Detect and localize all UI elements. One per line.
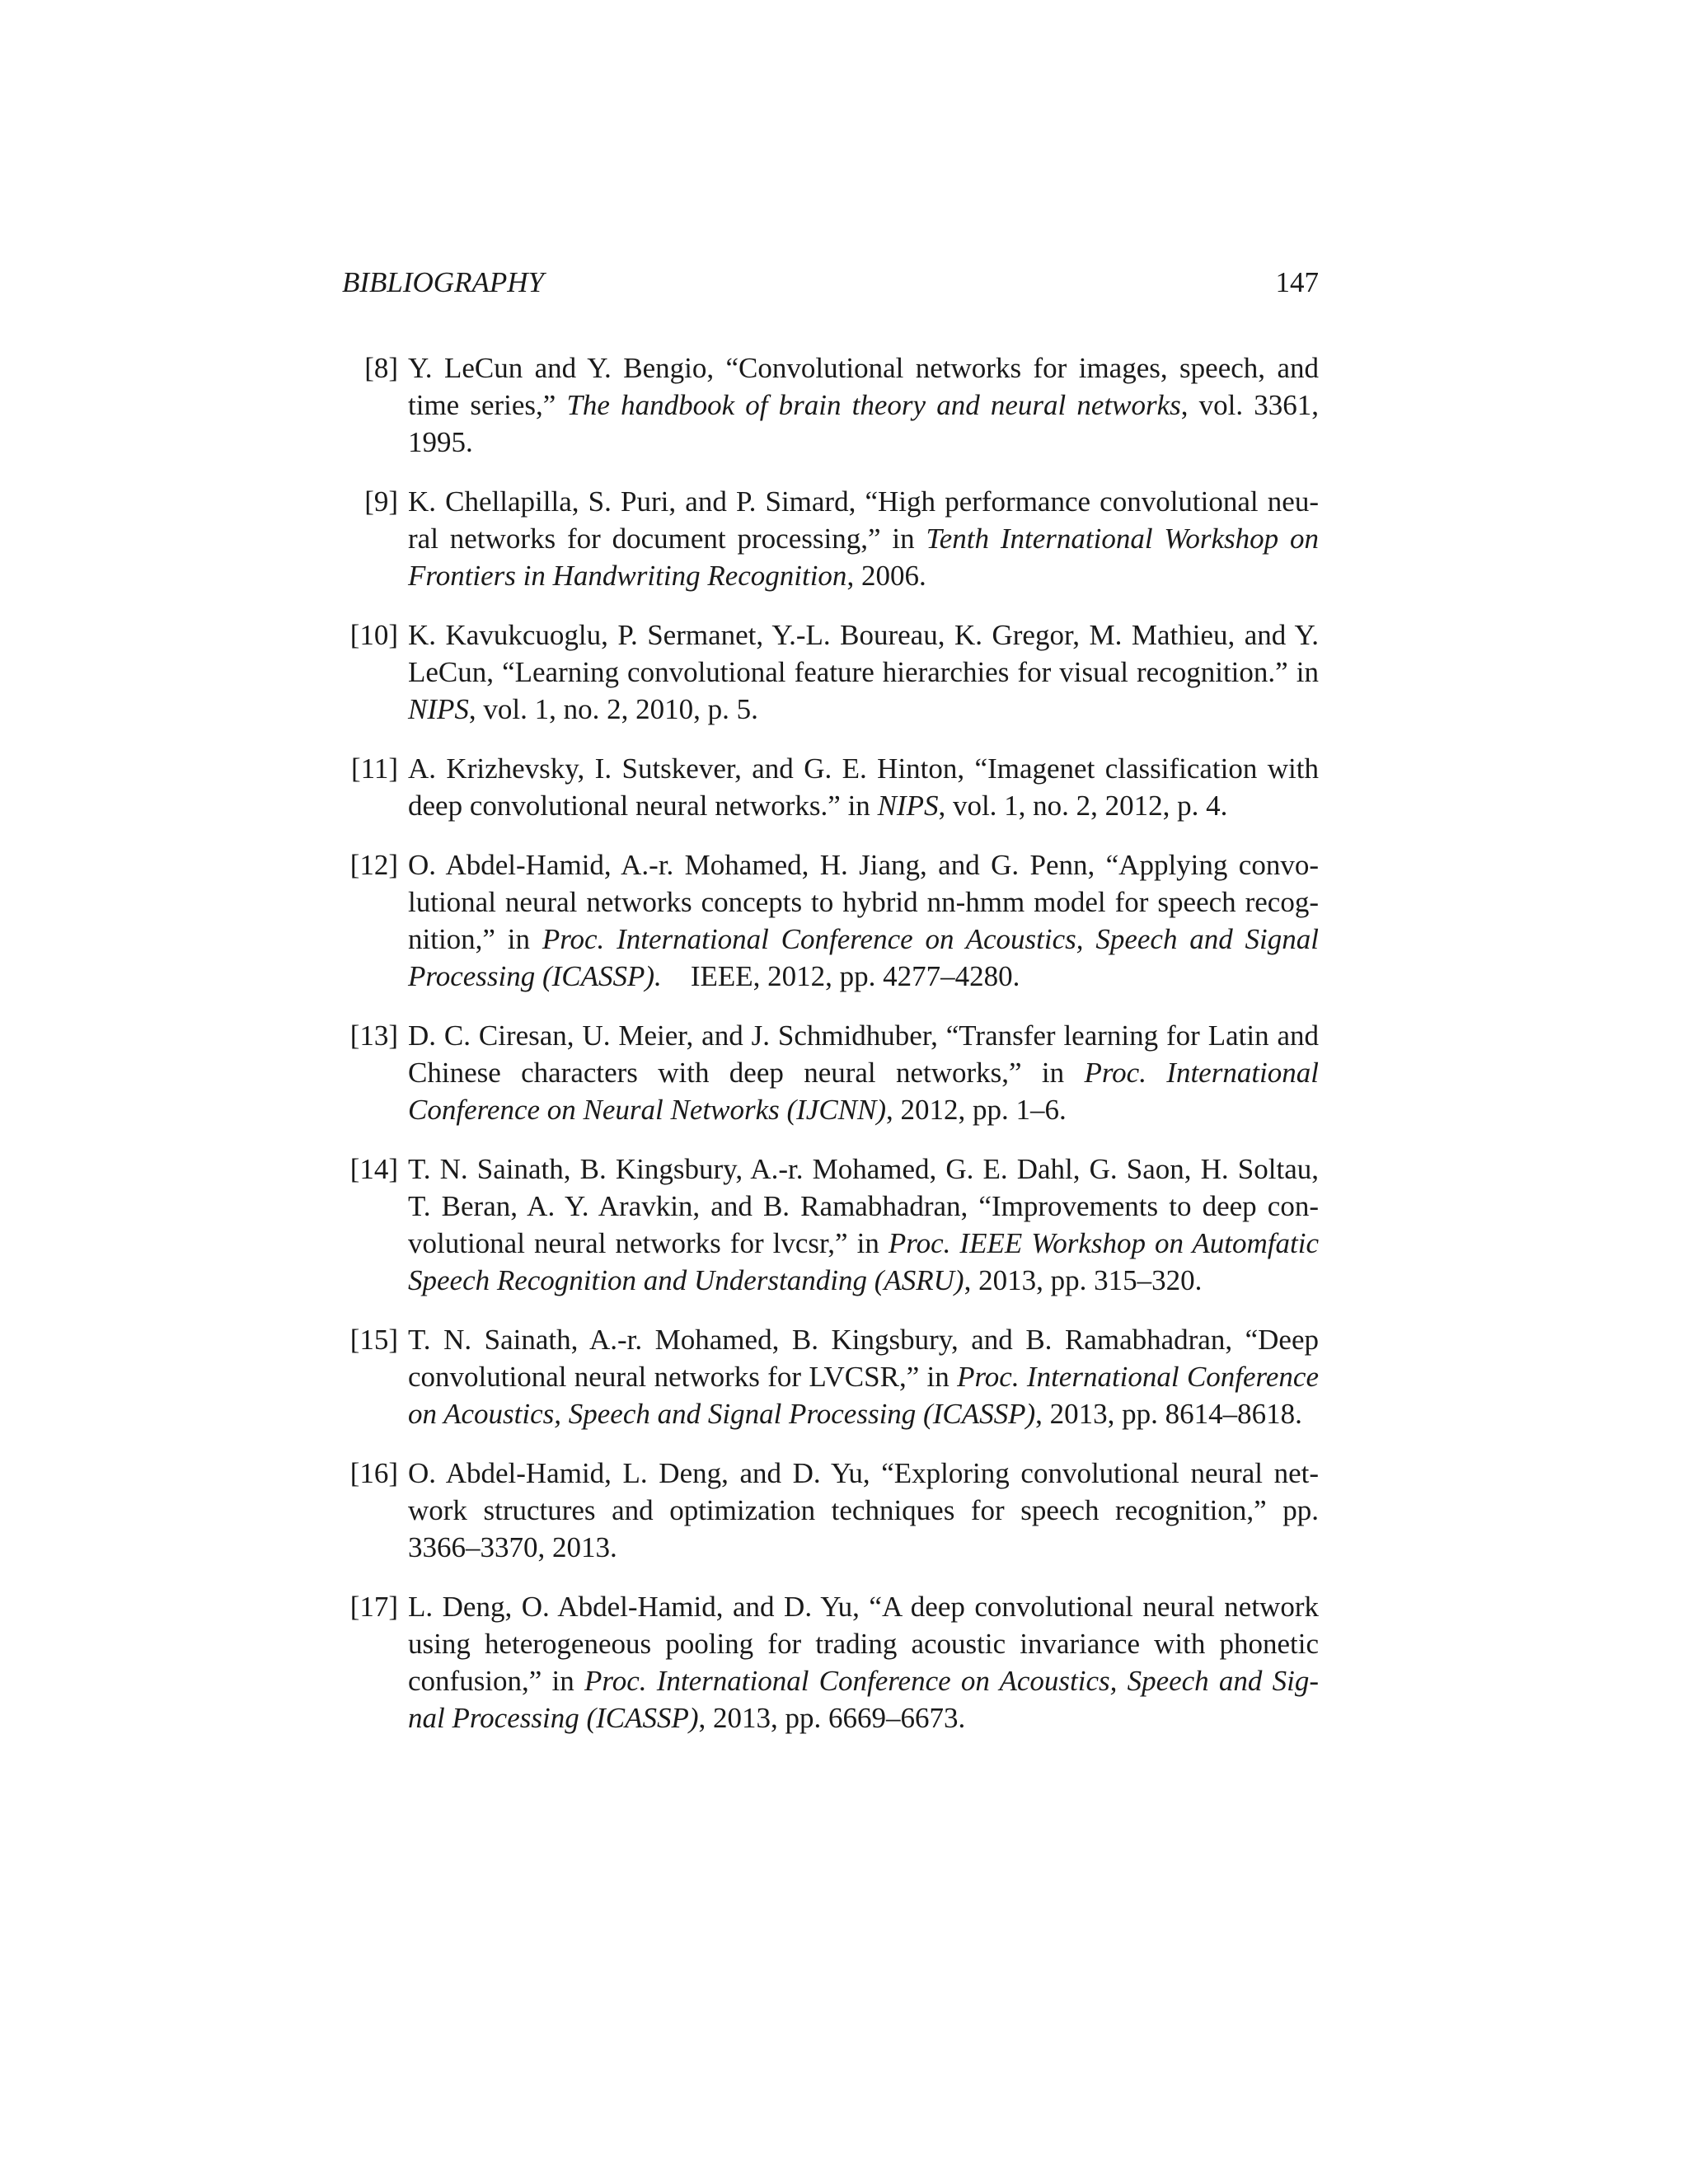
reference-text-run: , 2012, pp. 1–6. bbox=[886, 1094, 1067, 1126]
reference-text bbox=[408, 846, 1319, 995]
reference-venue: Proc. International Conference on Acoustics, Speech and Signal Processing (ICASSP). bbox=[408, 923, 1320, 992]
reference-text-run: T. N. Sainath, B. Kingsbury, A.-r. Mohamed, G. E. Dahl, G. Saon, H. Soltau, T. Beran, A. Y. Aravkin, and B. Ramabhadran, “Improvements to deep convolutional neural networks for lvcsr,” in bbox=[408, 1153, 1319, 1259]
reference-text-run: K. Kavukcuoglu, P. Sermanet, Y.-L. Boureau, K. Gregor, M. Mathieu, and Y. LeCun, “Learning convolutional feature hierarchies for visual recognition.” in bbox=[408, 619, 1319, 688]
reference-venue: Proc. International Conference on Neural Networks (IJCNN) bbox=[408, 1057, 1319, 1126]
reference-label: [17] bbox=[349, 1591, 398, 1623]
reference-text bbox=[408, 1588, 1319, 1736]
reference-text bbox=[408, 1455, 1319, 1566]
reference-entry bbox=[342, 1455, 1319, 1566]
reference-text-run: , vol. 1, no. 2, 2010, p. 5. bbox=[468, 693, 758, 725]
reference-text-run: O. Abdel-Hamid, A.-r. Mohamed, H. Jiang, and G. Penn, “Applying convolutional neural networks concepts to hybrid nn-hmm model for speech recognition,” in bbox=[408, 849, 1319, 955]
reference-text-run: K. Chellapilla, S. Puri, and P. Simard, “High performance convolutional neural networks for document processing,” in bbox=[408, 485, 1319, 555]
reference-label: [9] bbox=[364, 485, 398, 518]
reference-label: [13] bbox=[349, 1019, 398, 1052]
reference-entry bbox=[342, 846, 1319, 995]
reference-text-run: A. Krizhevsky, I. Sutskever, and G. E. Hinton, “Imagenet classification with deep convolutional neural networks.” in bbox=[408, 752, 1319, 822]
reference-text bbox=[408, 616, 1319, 728]
reference-text-run: Y. LeCun and Y. Bengio, “Convolutional networks for images, speech, and time series,” bbox=[408, 352, 1319, 421]
running-title: BIBLIOGRAPHY bbox=[342, 266, 544, 298]
reference-text-run: D. C. Ciresan, U. Meier, and J. Schmidhuber, “Transfer learning for Latin and Chinese characters with deep neural networks,” in bbox=[408, 1019, 1319, 1089]
reference-venue: The handbook of brain theory and neural networks bbox=[566, 389, 1181, 421]
reference-venue: Tenth International Workshop on Frontiers in Handwriting Recognition bbox=[408, 523, 1319, 592]
reference-text bbox=[408, 1321, 1319, 1432]
reference-entry bbox=[342, 483, 1319, 594]
reference-text-run: , vol. 3361, 1995. bbox=[408, 389, 1319, 458]
running-header bbox=[342, 262, 1319, 303]
reference-text-run: O. Abdel-Hamid, L. Deng, and D. Yu, “Exploring convolutional neural network structures and optimization techniques for speech recognition,” pp. 3366–3370, 2013. bbox=[408, 1457, 1319, 1563]
reference-text-run: L. Deng, O. Abdel-Hamid, and D. Yu, “A deep convolutional neural network using heterogeneous pooling for trading acoustic invariance with phonetic confusion,” in bbox=[408, 1591, 1319, 1697]
reference-text bbox=[408, 750, 1319, 824]
reference-text bbox=[408, 349, 1319, 461]
reference-text bbox=[408, 1151, 1319, 1299]
reference-text-run: , 2013, pp. 315–320. bbox=[964, 1264, 1203, 1296]
reference-label: [16] bbox=[349, 1457, 398, 1489]
reference-text-run: , 2013, pp. 8614–8618. bbox=[1035, 1398, 1302, 1430]
reference-venue: Proc. International Conference on Acoustics, Speech and Signal Processing (ICASSP) bbox=[408, 1665, 1320, 1734]
reference-label: [15] bbox=[349, 1324, 398, 1356]
reference-entry bbox=[342, 349, 1319, 461]
reference-venue: Proc. International Conference on Acoustics, Speech and Signal Processing (ICASSP) bbox=[408, 1361, 1319, 1430]
reference-text-run: T. N. Sainath, A.-r. Mohamed, B. Kingsbury, and B. Ramabhadran, “Deep convolutional neural networks for LVCSR,” in bbox=[408, 1324, 1319, 1393]
reference-venue: NIPS bbox=[877, 790, 939, 822]
reference-entry bbox=[342, 750, 1319, 824]
reference-venue: NIPS bbox=[408, 693, 469, 725]
reference-entry bbox=[342, 1017, 1319, 1128]
reference-text-run: , 2013, pp. 6669–6673. bbox=[698, 1702, 966, 1734]
reference-entry bbox=[342, 1588, 1319, 1736]
reference-venue: Proc. IEEE Workshop on Automfatic Speech Recognition and Understanding (ASRU) bbox=[408, 1227, 1319, 1296]
page-number: 147 bbox=[1275, 266, 1319, 298]
reference-text bbox=[408, 483, 1319, 594]
reference-list bbox=[342, 349, 1319, 1759]
reference-text-run: , 2006. bbox=[846, 560, 926, 592]
reference-entry bbox=[342, 1321, 1319, 1432]
reference-entry bbox=[342, 616, 1319, 728]
reference-label: [12] bbox=[349, 849, 398, 881]
reference-text-run: IEEE, 2012, pp. 4277–4280. bbox=[661, 960, 1020, 992]
reference-label: [11] bbox=[350, 752, 398, 785]
reference-label: [8] bbox=[364, 352, 398, 384]
reference-label: [14] bbox=[349, 1153, 398, 1185]
reference-text bbox=[408, 1017, 1319, 1128]
reference-label: [10] bbox=[349, 619, 398, 651]
reference-text-run: , vol. 1, no. 2, 2012, p. 4. bbox=[938, 790, 1228, 822]
reference-entry bbox=[342, 1151, 1319, 1299]
